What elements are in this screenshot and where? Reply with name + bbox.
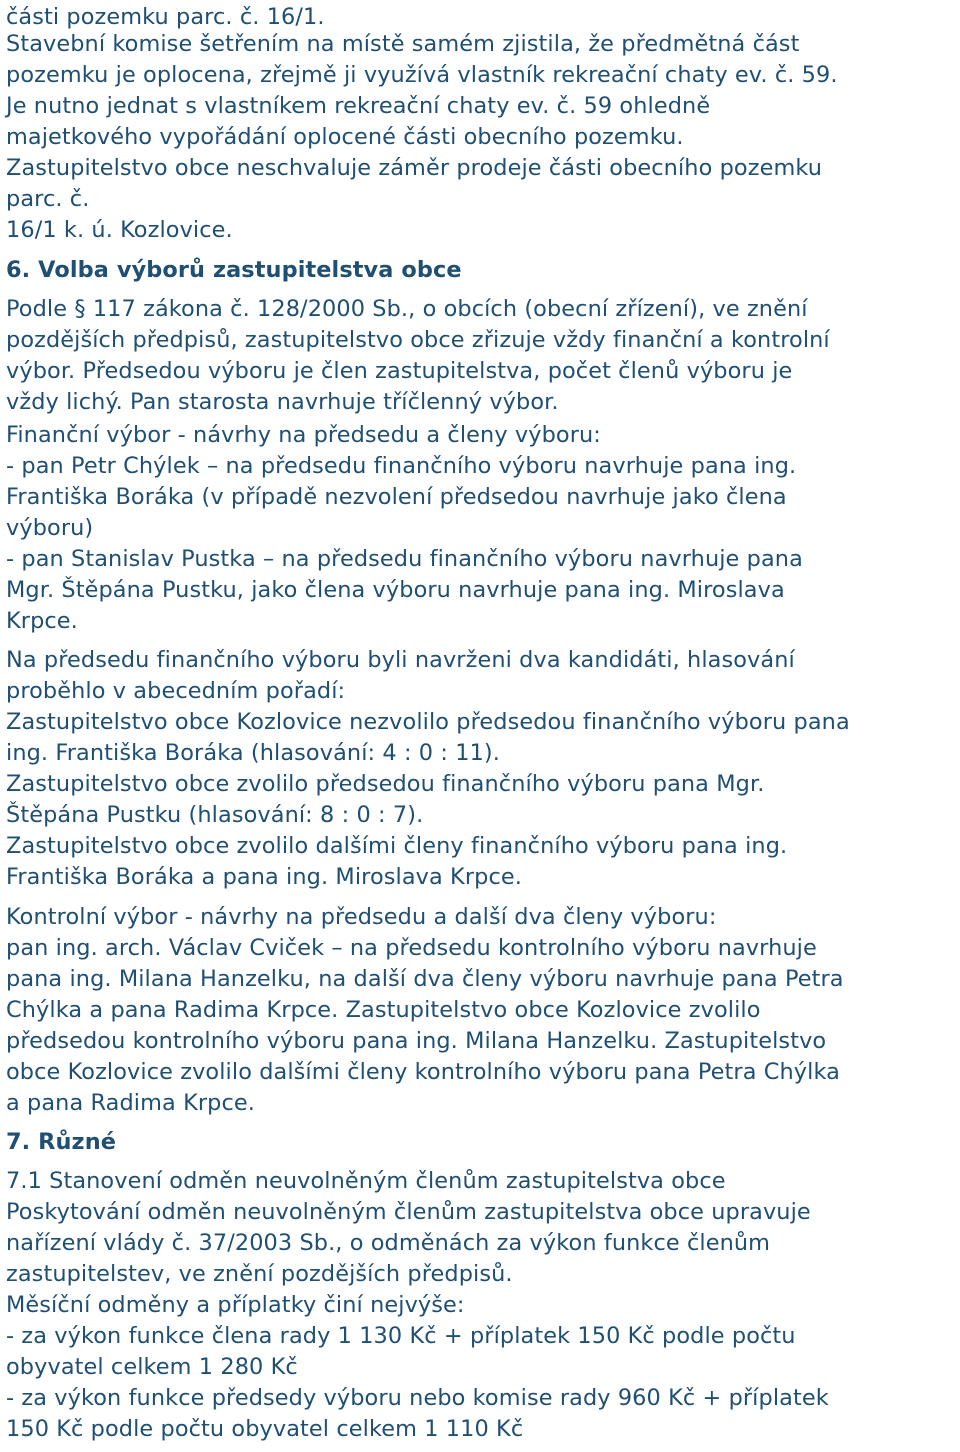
text-line: obyvatel celkem 1 280 Kč: [6, 1354, 298, 1380]
text-line: vždy lichý. Pan starosta navrhuje tříčlenný výbor.: [6, 389, 559, 415]
text-line: - pan Stanislav Pustka – na předsedu finančního výboru navrhuje pana: [6, 546, 803, 572]
text-line: parc. č.: [6, 186, 90, 212]
text-line: - pan Petr Chýlek – na předsedu finančního výboru navrhuje pana ing.: [6, 453, 797, 479]
text-line: obce Kozlovice zvolilo dalšími členy kontrolního výboru pana Petra Chýlka: [6, 1059, 840, 1085]
text-line: výboru): [6, 515, 94, 541]
text-line: Mgr. Štěpána Pustku, jako člena výboru navrhuje pana ing. Miroslava: [6, 577, 785, 603]
text-line: ing. Františka Boráka (hlasování: 4 : 0 : 11).: [6, 740, 500, 766]
text-line: Zastupitelstvo obce zvolilo dalšími členy finančního výboru pana ing.: [6, 833, 788, 859]
text-line: Krpce.: [6, 608, 78, 634]
text-line: zastupitelstev, ve znění pozdějších předpisů.: [6, 1261, 513, 1287]
text-line: Zastupitelstvo obce Kozlovice nezvolilo předsedou finančního výboru pana: [6, 709, 850, 735]
text-line: Měsíční odměny a příplatky činí nejvýše:: [6, 1292, 465, 1318]
text-line: Chýlka a pana Radima Krpce. Zastupitelstvo obce Kozlovice zvolilo: [6, 997, 761, 1023]
text-line: pan ing. arch. Václav Cviček – na předsedu kontrolního výboru navrhuje: [6, 935, 817, 961]
text-line: části pozemku parc. č. 16/1.: [6, 4, 325, 30]
text-line: pozemku je oplocena, zřejmě ji využívá vlastník rekreační chaty ev. č. 59.: [6, 62, 838, 88]
text-line: Františka Boráka (v případě nezvolení předsedou navrhuje jako člena: [6, 484, 787, 510]
text-line: Zastupitelstvo obce zvolilo předsedou finančního výboru pana Mgr.: [6, 771, 765, 797]
text-line: Zastupitelstvo obce neschvaluje záměr prodeje části obecního pozemku: [6, 155, 823, 181]
text-line: Kontrolní výbor - návrhy na předsedu a další dva členy výboru:: [6, 904, 717, 930]
text-line: výbor. Předsedou výboru je člen zastupitelstva, počet členů výboru je: [6, 358, 793, 384]
text-line: - za výkon funkce člena rady 1 130 Kč + příplatek 150 Kč podle počtu: [6, 1323, 796, 1349]
text-line: a pana Radima Krpce.: [6, 1090, 255, 1116]
text-line: 16/1 k. ú. Kozlovice.: [6, 217, 233, 243]
text-line: 150 Kč podle počtu obyvatel celkem 1 110 Kč: [6, 1416, 524, 1442]
section-heading: 6. Volba výborů zastupitelstva obce: [6, 257, 462, 283]
text-line: Poskytování odměn neuvolněným členům zastupitelstva obce upravuje: [6, 1199, 811, 1225]
text-line: Podle § 117 zákona č. 128/2000 Sb., o obcích (obecní zřízení), ve znění: [6, 296, 808, 322]
text-line: nařízení vlády č. 37/2003 Sb., o odměnách za výkon funkce členům: [6, 1230, 771, 1256]
text-line: majetkového vypořádání oplocené části obecního pozemku.: [6, 124, 684, 150]
section-heading: 7. Různé: [6, 1129, 117, 1155]
text-line: - za výkon funkce předsedy výboru nebo komise rady 960 Kč + příplatek: [6, 1385, 829, 1411]
text-line: proběhlo v abecedním pořadí:: [6, 678, 346, 704]
text-line: 7.1 Stanovení odměn neuvolněným členům zastupitelstva obce: [6, 1168, 726, 1194]
text-line: Štěpána Pustku (hlasování: 8 : 0 : 7).: [6, 802, 424, 828]
text-line: Na předsedu finančního výboru byli navrženi dva kandidáti, hlasování: [6, 647, 795, 673]
text-line: předsedou kontrolního výboru pana ing. Milana Hanzelku. Zastupitelstvo: [6, 1028, 827, 1054]
text-line: Františka Boráka a pana ing. Miroslava Krpce.: [6, 864, 522, 890]
text-line: pana ing. Milana Hanzelku, na další dva členy výboru navrhuje pana Petra: [6, 966, 844, 992]
text-line: Finanční výbor - návrhy na předsedu a členy výboru:: [6, 422, 601, 448]
text-line: Stavební komise šetřením na místě samém zjistila, že předmětná část: [6, 31, 800, 57]
text-line: pozdějších předpisů, zastupitelstvo obce zřizuje vždy finanční a kontrolní: [6, 327, 830, 353]
text-line: Je nutno jednat s vlastníkem rekreační chaty ev. č. 59 ohledně: [6, 93, 711, 119]
